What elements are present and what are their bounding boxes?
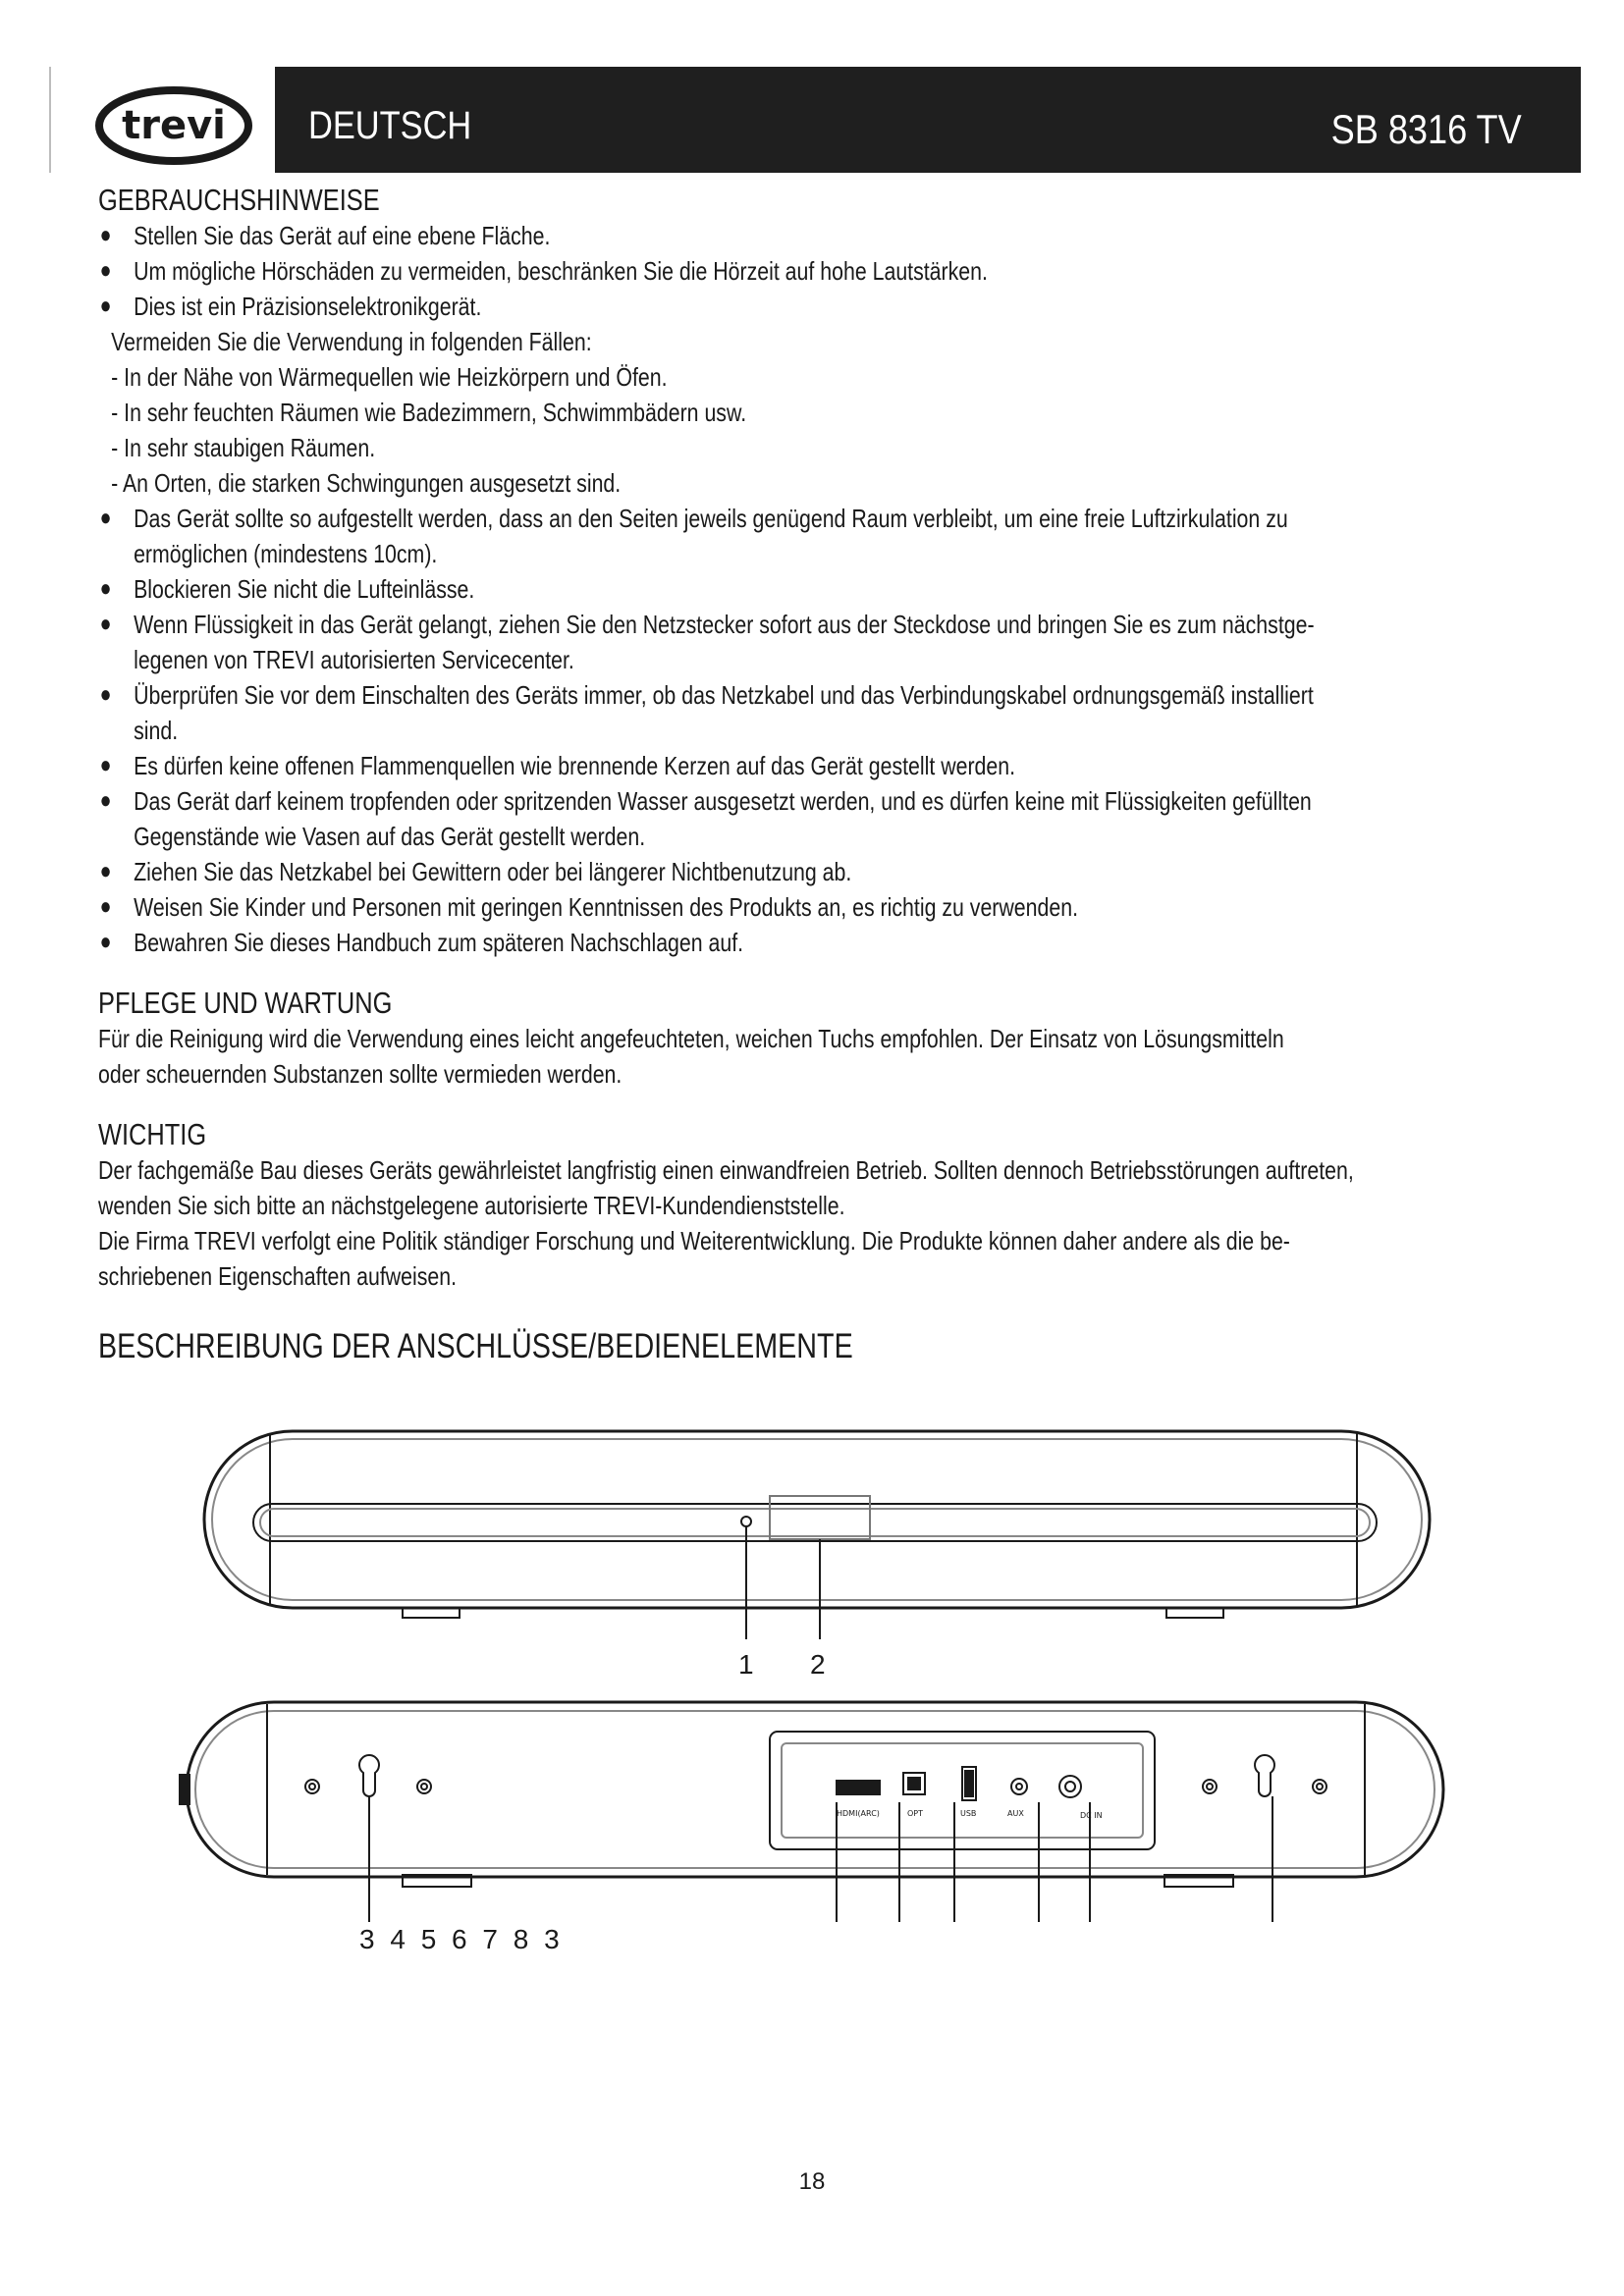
bullet-dot-icon: ● <box>99 257 112 284</box>
bullet-dot-icon: ● <box>99 222 112 248</box>
bullet-line: Um mögliche Hörschäden zu vermeiden, beschränken Sie die Hörzeit auf hohe Lautstärken. <box>134 256 988 286</box>
port-label-aux: AUX <box>1007 1809 1024 1818</box>
page-number: 18 <box>798 2168 826 2195</box>
bullet-dot-icon: ● <box>99 893 112 920</box>
callout-2: 2 <box>810 1649 826 1680</box>
language-label: DEUTSCH <box>308 104 472 147</box>
bullet-line: Überprüfen Sie vor dem Einschalten des Geräts immer, ob das Netzkabel und das Verbindungskabel ordnungsgemäß installiert <box>134 680 1314 710</box>
bullet-line: Dies ist ein Präzisionselektronikgerät. <box>134 292 482 321</box>
callout-1: 1 <box>738 1649 754 1680</box>
bullet-line: Es dürfen keine offenen Flammenquellen wie brennende Kerzen auf das Gerät gestellt werden. <box>134 751 1016 780</box>
port-label-usb: USB <box>960 1809 977 1818</box>
bullet-line: legenen von TREVI autorisierten Servicecenter. <box>134 645 574 674</box>
bullet-line: Ziehen Sie das Netzkabel bei Gewittern oder bei längerer Nichtbenutzung ab. <box>134 857 852 886</box>
bullet-dot-icon: ● <box>99 293 112 319</box>
bullet-dot-icon: ● <box>99 787 112 814</box>
bullet-dot-icon: ● <box>99 929 112 955</box>
bullet-line: Stellen Sie das Gerät auf eine ebene Fläche. <box>134 221 551 250</box>
bullet-line: sind. <box>134 716 179 745</box>
rear-callouts: 3 4 5 6 7 8 3 <box>359 1924 564 1954</box>
bullet-line: ermöglichen (mindestens 10cm). <box>134 539 438 568</box>
bullet-line: Gegenstände wie Vasen auf das Gerät gestellt werden. <box>134 822 646 851</box>
care-title: PFLEGE UND WARTUNG <box>98 986 393 1020</box>
dash-item: - In sehr staubigen Räumen. <box>111 433 376 462</box>
bullet-dot-icon: ● <box>99 681 112 708</box>
bullet-dot-icon: ● <box>99 752 112 778</box>
bullet-dot-icon: ● <box>99 858 112 884</box>
front-view <box>204 1431 1430 1639</box>
bullet-dot-icon: ● <box>99 505 112 531</box>
bullet-line: Wenn Flüssigkeit in das Gerät gelangt, ziehen Sie den Netzstecker sofort aus der Steckdose und bringen Sie es zum nächstge- <box>134 610 1315 639</box>
model-label: SB 8316 TV <box>1330 106 1522 152</box>
important-title: WICHTIG <box>98 1117 207 1151</box>
port-label-hdmi: HDMI(ARC) <box>837 1809 880 1818</box>
bullet-dot-icon: ● <box>99 575 112 602</box>
connections-title: BESCHREIBUNG DER ANSCHLÜSSE/BEDIENELEMENTE <box>98 1327 853 1365</box>
bullet-line: Weisen Sie Kinder und Personen mit geringen Kenntnissen des Produkts an, es richtig zu verwenden. <box>134 892 1079 922</box>
bullet-line: Das Gerät sollte so aufgestellt werden, dass an den Seiten jeweils genügend Raum verbleibt, um eine freie Luftzirkulation zu <box>134 504 1288 533</box>
usage-intro: Vermeiden Sie die Verwendung in folgenden Fällen: <box>111 327 592 356</box>
port-label-opt: OPT <box>907 1809 924 1818</box>
care-line: Für die Reinigung wird die Verwendung eines leicht angefeuchteten, weichen Tuchs empfohlen. Der Einsatz von Lösungsmitteln <box>98 1024 1284 1053</box>
bullet-line: Blockieren Sie nicht die Lufteinlässe. <box>134 574 475 604</box>
important-line: Der fachgemäße Bau dieses Geräts gewährleistet langfristig einen einwandfreien Betrieb. Sollten dennoch Betriebsstörungen auftreten, <box>98 1155 1354 1185</box>
important-line: wenden Sie sich bitte an nächstgelegene autorisierte TREVI-Kundendienststelle. <box>98 1191 845 1220</box>
svg-text:trevi: trevi <box>122 103 226 148</box>
usage-title: GEBRAUCHSHINWEISE <box>98 183 380 217</box>
bullet-line: Bewahren Sie dieses Handbuch zum späteren Nachschlagen auf. <box>134 928 744 957</box>
rear-view <box>180 1702 1443 1922</box>
care-line: oder scheuernden Substanzen sollte vermieden werden. <box>98 1059 623 1089</box>
port-label-dc: DC IN <box>1080 1811 1103 1820</box>
dash-item: - In der Nähe von Wärmequellen wie Heizkörpern und Öfen. <box>111 362 668 392</box>
important-line: Die Firma TREVI verfolgt eine Politik ständiger Forschung und Weiterentwicklung. Die Produkte können daher andere als die be- <box>98 1226 1290 1255</box>
dash-item: - In sehr feuchten Räumen wie Badezimmern, Schwimmbädern usw. <box>111 398 747 427</box>
important-line: schriebenen Eigenschaften aufweisen. <box>98 1261 458 1291</box>
bullet-dot-icon: ● <box>99 611 112 637</box>
bullet-line: Das Gerät darf keinem tropfenden oder spritzenden Wasser ausgesetzt werden, und es dürfen keine mit Flüssigkeiten gefüllten <box>134 786 1312 816</box>
dash-item: - An Orten, die starken Schwingungen ausgesetzt sind. <box>111 468 622 498</box>
